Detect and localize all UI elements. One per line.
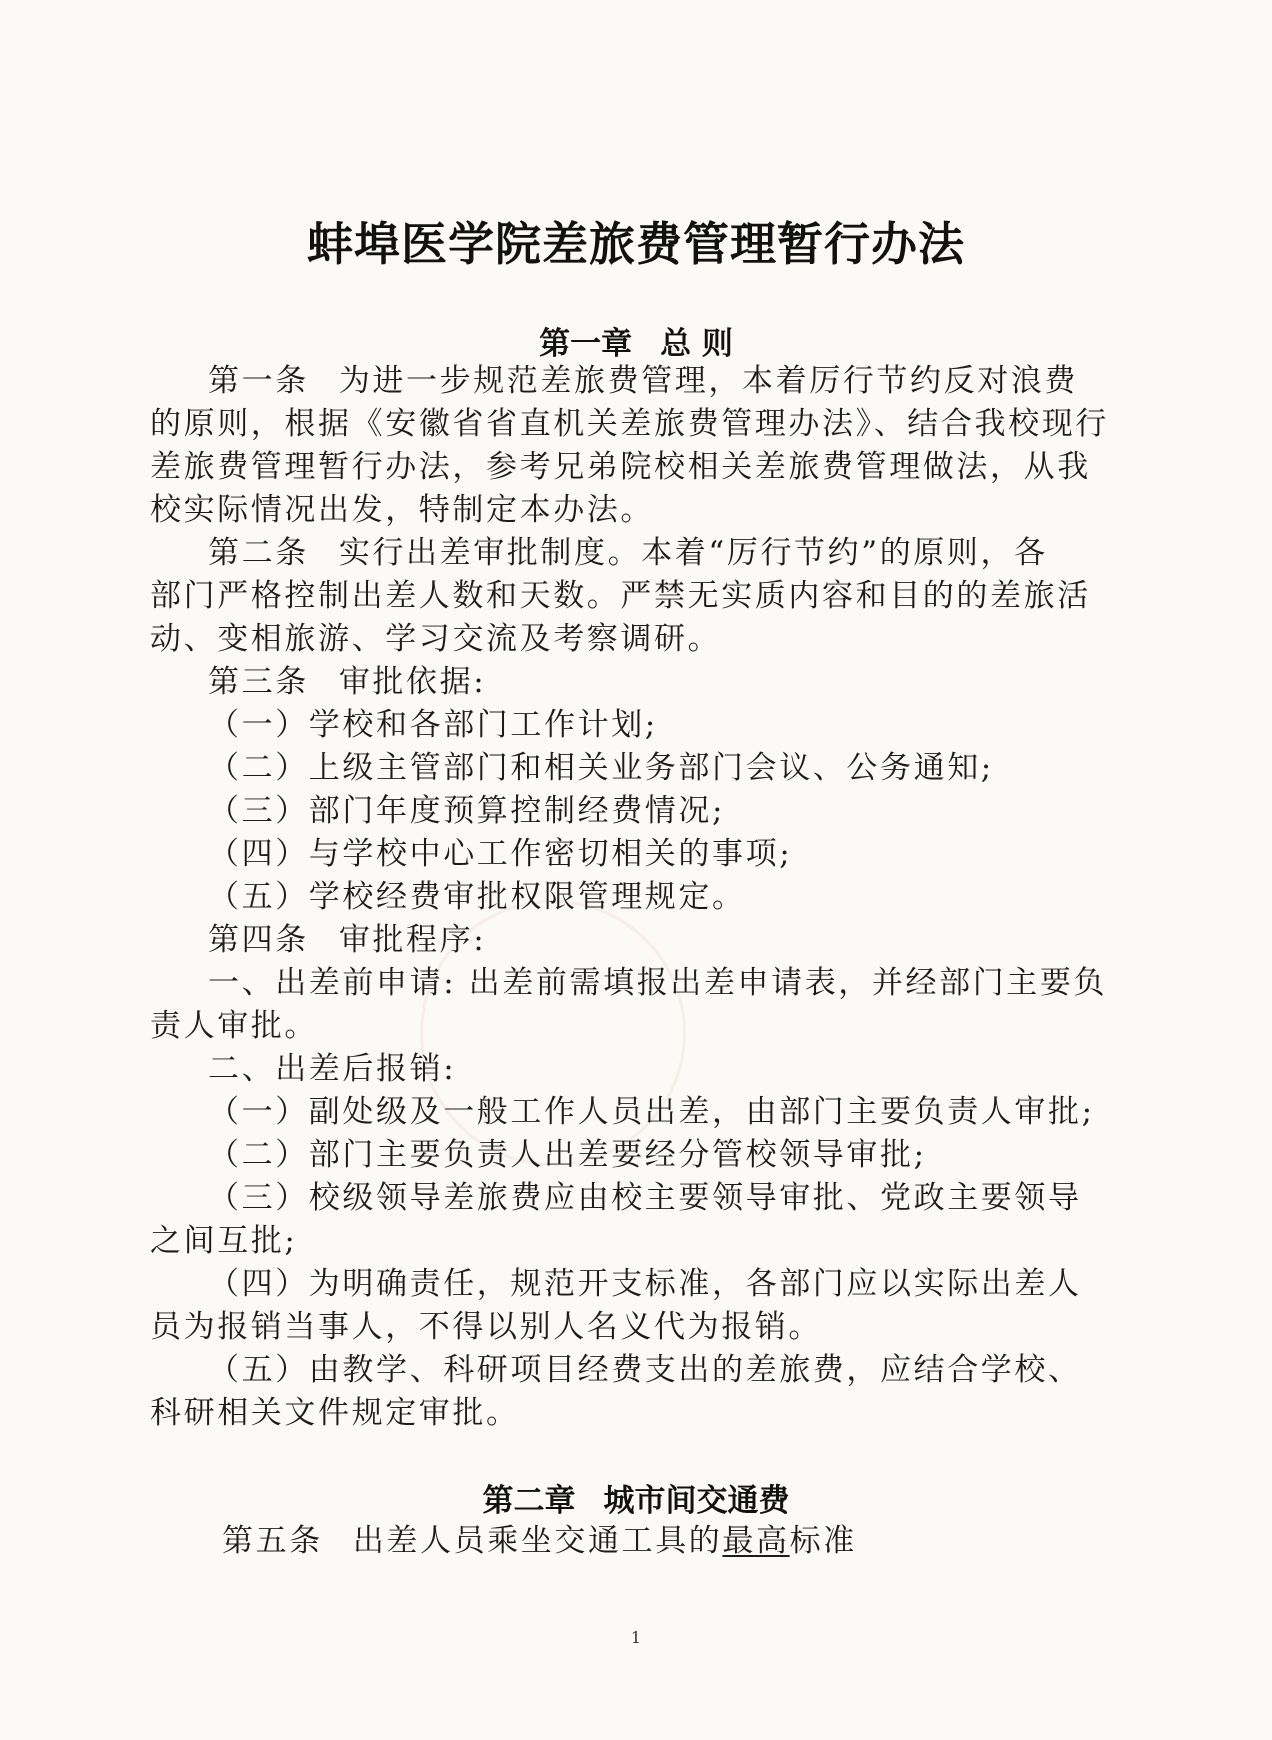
article-3-label: 第三条 bbox=[208, 664, 309, 700]
page-number: 1 bbox=[630, 1628, 642, 1647]
article-2-text: 实行出差审批制度。本着“厉行节约”的原则，各 bbox=[338, 535, 1048, 571]
article-4-item-2: （二）部门主要负责人出差要经分管校领导审批; bbox=[208, 1137, 927, 1173]
article-2-line-2: 部门严格控制出差人数和天数。严禁无实质内容和目的的差旅活 bbox=[150, 578, 1091, 614]
article-2-label: 第二条 bbox=[208, 535, 309, 571]
chapter-2-number: 第二章 bbox=[482, 1483, 576, 1519]
article-1-line-3: 差旅费管理暂行办法，参考兄弟院校相关差旅费管理做法，从我 bbox=[150, 449, 1091, 485]
article-5-line-1 bbox=[222, 1519, 857, 1563]
article-5-underlined-text: 最高 bbox=[722, 1523, 790, 1559]
article-4-label: 第四条 bbox=[208, 922, 309, 958]
article-5-label: 第五条 bbox=[222, 1523, 323, 1559]
chapter-2-heading bbox=[0, 1475, 1272, 1520]
article-2-line-3: 动、变相旅游、学习交流及考察调研。 bbox=[150, 621, 722, 657]
article-4-step-1-line-2: 责人审批。 bbox=[150, 1008, 318, 1044]
article-4-item-5-line-1: （五）由教学、科研项目经费支出的差旅费，应结合学校、 bbox=[208, 1352, 1082, 1388]
article-3-item-3: （三）部门年度预算控制经费情况; bbox=[208, 793, 726, 829]
article-4-step-1-line-1: 一、出差前申请: 出差前需填报出差申请表，并经部门主要负 bbox=[208, 965, 1108, 1001]
chapter-1-heading bbox=[0, 318, 1272, 363]
article-4-text: 审批程序: bbox=[338, 922, 487, 958]
article-4-item-4-line-1: （四）为明确责任，规范开支标准，各部门应以实际出差人 bbox=[208, 1266, 1082, 1302]
article-5-text: 出差人员乘坐交通工具的 bbox=[352, 1523, 723, 1559]
article-1-line-1 bbox=[208, 359, 1078, 403]
article-1-line-4: 校实际情况出发，特制定本办法。 bbox=[150, 492, 654, 528]
article-3-item-5: （五）学校经费审批权限管理规定。 bbox=[208, 879, 746, 915]
document-title: 蚌埠医学院差旅费管理暂行办法 bbox=[307, 217, 965, 271]
chapter-2-name: 城市间交通费 bbox=[603, 1483, 790, 1519]
article-4-item-3-line-2: 之间互批; bbox=[150, 1223, 298, 1259]
article-1-text: 为进一步规范差旅费管理，本着厉行节约反对浪费 bbox=[338, 363, 1079, 399]
article-3-item-4: （四）与学校中心工作密切相关的事项; bbox=[208, 836, 793, 872]
chapter-1-number: 第一章 bbox=[539, 326, 633, 362]
article-4-item-4-line-2: 员为报销当事人，不得以别人名义代为报销。 bbox=[150, 1309, 822, 1345]
article-4-item-1: （一）副处级及一般工作人员出差，由部门主要负责人审批; bbox=[208, 1094, 1095, 1130]
article-1-line-2: 的原则，根据《安徽省省直机关差旅费管理办法》、结合我校现行 bbox=[150, 406, 1109, 442]
article-3-line-1 bbox=[208, 660, 486, 704]
article-3-item-2: （二）上级主管部门和相关业务部门会议、公务通知; bbox=[208, 750, 994, 786]
article-2-line-1 bbox=[208, 531, 1048, 575]
article-4-step-2: 二、出差后报销: bbox=[208, 1051, 457, 1087]
article-3-text: 审批依据: bbox=[338, 664, 487, 700]
chapter-1-name: 总 则 bbox=[660, 326, 733, 362]
article-3-item-1: （一）学校和各部门工作计划; bbox=[208, 707, 658, 743]
article-4-line-1 bbox=[208, 918, 486, 962]
article-4-item-5-line-2: 科研相关文件规定审批。 bbox=[150, 1395, 520, 1431]
article-1-label: 第一条 bbox=[208, 363, 309, 399]
article-5-text-end: 标准 bbox=[789, 1523, 857, 1559]
article-4-item-3-line-1: （三）校级领导差旅费应由校主要领导审批、党政主要领导 bbox=[208, 1180, 1082, 1216]
